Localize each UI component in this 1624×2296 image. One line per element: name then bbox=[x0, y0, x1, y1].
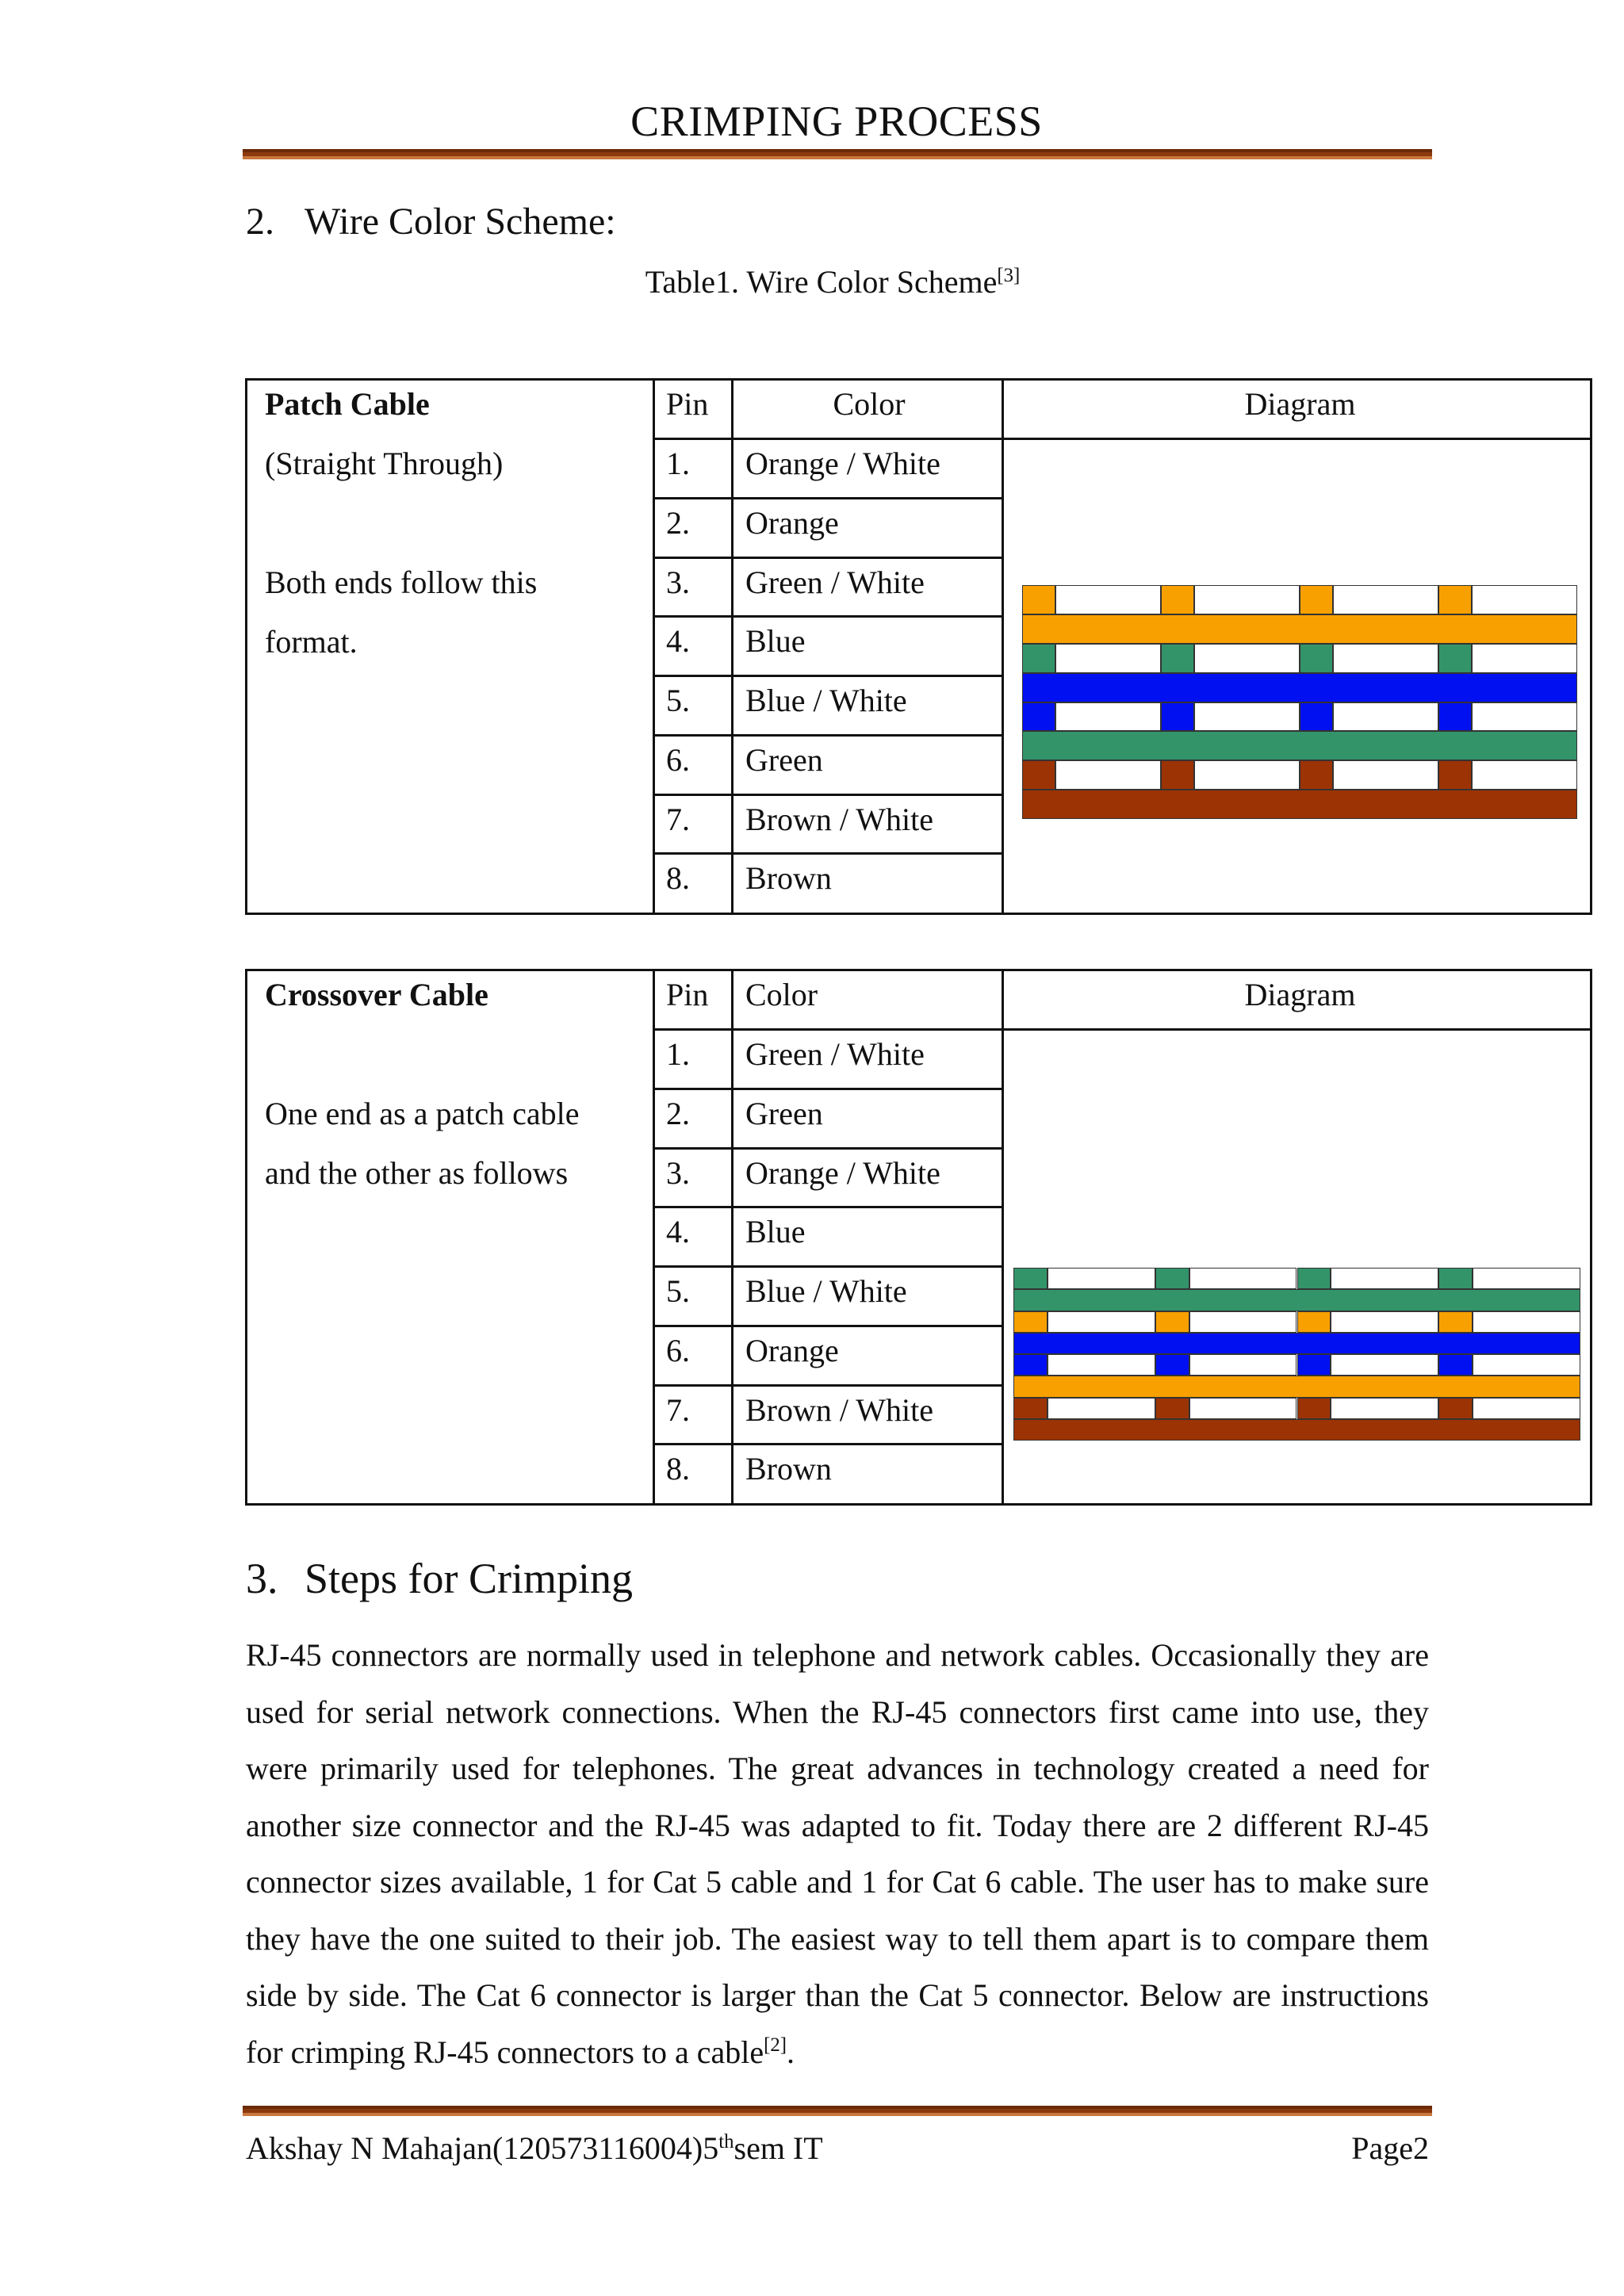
wire-solid bbox=[1013, 1333, 1580, 1354]
pin-cell: 4. bbox=[666, 1214, 690, 1249]
table-divider bbox=[731, 381, 733, 913]
color-cell: Brown bbox=[745, 860, 832, 896]
wire-color-segment bbox=[1300, 585, 1333, 614]
wire-color-segment bbox=[1300, 644, 1333, 673]
color-cell: Green bbox=[745, 1096, 823, 1131]
footer-author bbox=[246, 2130, 823, 2167]
table-divider bbox=[1002, 971, 1004, 1503]
section-3-title: Steps for Crimping bbox=[304, 1555, 633, 1602]
wire-color-segment bbox=[1297, 1268, 1331, 1289]
table-divider bbox=[653, 497, 1004, 499]
wire-white-segment bbox=[1048, 1268, 1155, 1289]
patch-cable-title: Patch Cable bbox=[265, 386, 430, 422]
footer-rule bbox=[243, 2106, 1432, 2116]
page-number: Page2 bbox=[1351, 2130, 1429, 2166]
paragraph-ref: [2] bbox=[764, 2034, 787, 2057]
pin-cell: 6. bbox=[666, 742, 690, 778]
wire-color-segment bbox=[1438, 1268, 1473, 1289]
wire-solid bbox=[1022, 673, 1577, 702]
table-divider bbox=[653, 1088, 1004, 1090]
wire-color-segment bbox=[1438, 585, 1472, 614]
table-divider bbox=[653, 1147, 1004, 1150]
wire-solid bbox=[1013, 1289, 1580, 1311]
wire-color-segment bbox=[1438, 644, 1472, 673]
crossover-wiring-diagram bbox=[1013, 1268, 1580, 1441]
wire-color-segment bbox=[1022, 760, 1055, 790]
wire-white-segment bbox=[1473, 1311, 1580, 1333]
pin-cell: 7. bbox=[666, 802, 690, 837]
wire-white-segment bbox=[1333, 702, 1438, 732]
patch-cable-table bbox=[245, 378, 1592, 915]
crossover-cable-title: Crossover Cable bbox=[265, 977, 488, 1012]
table-divider bbox=[653, 1325, 1004, 1327]
wire-white-segment bbox=[1194, 760, 1300, 790]
paragraph-end: . bbox=[787, 2034, 795, 2070]
diagram-header: Diagram bbox=[1244, 977, 1356, 1012]
wire-white-segment bbox=[1055, 702, 1161, 732]
wire-color-segment bbox=[1300, 702, 1333, 732]
wire-white-segment bbox=[1472, 585, 1577, 614]
table-divider bbox=[653, 734, 1004, 737]
color-cell: Blue bbox=[745, 623, 806, 659]
wire-white-segment bbox=[1473, 1398, 1580, 1419]
pin-cell: 6. bbox=[666, 1333, 690, 1368]
wire-white-segment bbox=[1048, 1398, 1155, 1419]
pin-header: Pin bbox=[666, 386, 709, 422]
pin-cell: 3. bbox=[666, 1155, 690, 1191]
table-divider bbox=[653, 1384, 1004, 1387]
wire-white-segment bbox=[1055, 760, 1161, 790]
wire-white-segment bbox=[1189, 1354, 1297, 1376]
color-cell: Orange / White bbox=[745, 1155, 940, 1191]
wire-white-segment bbox=[1048, 1354, 1155, 1376]
wire-color-segment bbox=[1013, 1354, 1048, 1376]
wire-color-segment bbox=[1438, 760, 1472, 790]
patch-cable-note: Both ends follow this bbox=[265, 564, 538, 600]
table-divider bbox=[653, 1443, 1004, 1445]
color-cell: Green / White bbox=[745, 1036, 925, 1072]
wire-color-segment bbox=[1438, 1354, 1473, 1376]
wire-color-segment bbox=[1022, 585, 1055, 614]
section-2-number: 2. bbox=[246, 201, 274, 243]
pin-cell: 5. bbox=[666, 1273, 690, 1309]
color-cell: Orange bbox=[745, 1333, 839, 1368]
color-cell: Brown / White bbox=[745, 802, 934, 837]
wire-white-segment bbox=[1189, 1398, 1297, 1419]
wire-solid bbox=[1013, 1419, 1580, 1441]
wire-white-segment bbox=[1194, 644, 1300, 673]
color-header: Color bbox=[833, 386, 906, 422]
pin-cell: 4. bbox=[666, 623, 690, 659]
color-cell: Brown bbox=[745, 1451, 832, 1487]
pin-cell: 2. bbox=[666, 505, 690, 541]
pin-cell: 1. bbox=[666, 1036, 690, 1072]
wire-color-segment bbox=[1297, 1398, 1331, 1419]
wire-white-segment bbox=[1473, 1354, 1580, 1376]
color-cell: Blue bbox=[745, 1214, 806, 1249]
table-divider bbox=[653, 615, 1004, 618]
wire-color-segment bbox=[1022, 702, 1055, 732]
table-divider bbox=[653, 852, 1004, 855]
wire-color-segment bbox=[1155, 1268, 1189, 1289]
wire-white-segment bbox=[1333, 760, 1438, 790]
section-3-number: 3. bbox=[246, 1555, 278, 1602]
header-rule bbox=[243, 149, 1432, 159]
wire-solid bbox=[1013, 1376, 1580, 1397]
wire-white-segment bbox=[1194, 702, 1300, 732]
wire-color-segment bbox=[1438, 1311, 1473, 1333]
wire-color-segment bbox=[1155, 1354, 1189, 1376]
table-divider bbox=[653, 1265, 1004, 1268]
table-divider bbox=[731, 971, 733, 1503]
pin-cell: 7. bbox=[666, 1392, 690, 1428]
section-3-heading bbox=[246, 1554, 633, 1603]
wire-color-segment bbox=[1161, 644, 1194, 673]
crossover-cable-note: and the other as follows bbox=[265, 1155, 569, 1191]
wire-color-segment bbox=[1013, 1311, 1048, 1333]
footer-author-text: Akshay N Mahajan(120573116004)5 bbox=[246, 2130, 719, 2166]
crossover-cable-note: One end as a patch cable bbox=[265, 1096, 580, 1131]
wire-color-segment bbox=[1013, 1268, 1048, 1289]
wire-white-segment bbox=[1472, 702, 1577, 732]
footer-sup: th bbox=[718, 2130, 734, 2152]
table-divider bbox=[653, 438, 1590, 440]
wire-solid bbox=[1022, 614, 1577, 644]
wire-color-segment bbox=[1161, 760, 1194, 790]
wire-color-segment bbox=[1438, 702, 1472, 732]
paragraph-text: RJ-45 connectors are normally used in telephone and network cables. Occasionally they are used for serial network connections. When the RJ-45 connectors first came into use, they were primarily used for telephones. The great advances in technology created a need for another size connector and the RJ-45 was adapted to fit. Today there are 2 different RJ-45 connector sizes available, 1 for Cat 5 cable and 1 for Cat 6 cable. The user has to make sure they have the one suited to their job. The easiest way to tell them apart is to compare them side by side. The Cat 6 connector is larger than the Cat 5 connector. Below are instructions for crimping RJ-45 connectors to a cable bbox=[246, 1637, 1429, 2070]
patch-wiring-diagram bbox=[1022, 585, 1577, 819]
pin-cell: 2. bbox=[666, 1096, 690, 1131]
pin-cell: 8. bbox=[666, 860, 690, 896]
wire-color-segment bbox=[1161, 702, 1194, 732]
pin-cell: 3. bbox=[666, 564, 690, 600]
wire-white-segment bbox=[1333, 644, 1438, 673]
color-cell: Blue / White bbox=[745, 1273, 907, 1309]
section-2-heading bbox=[246, 200, 616, 243]
wire-color-segment bbox=[1013, 1398, 1048, 1419]
wire-color-segment bbox=[1022, 644, 1055, 673]
section-2-title: Wire Color Scheme: bbox=[304, 201, 616, 243]
table-divider bbox=[653, 675, 1004, 677]
page-title: CRIMPING PROCESS bbox=[630, 98, 1043, 145]
footer-course: sem IT bbox=[733, 2130, 823, 2166]
wire-white-segment bbox=[1048, 1311, 1155, 1333]
color-cell: Brown / White bbox=[745, 1392, 934, 1428]
table-divider bbox=[653, 794, 1004, 796]
wire-white-segment bbox=[1055, 644, 1161, 673]
caption-text: Table1. Wire Color Scheme bbox=[645, 264, 998, 300]
pin-header: Pin bbox=[666, 977, 709, 1012]
wire-white-segment bbox=[1194, 585, 1300, 614]
color-cell: Orange / White bbox=[745, 446, 940, 481]
table-divider bbox=[653, 971, 655, 1503]
wire-white-segment bbox=[1331, 1268, 1438, 1289]
patch-cable-note: format. bbox=[265, 624, 358, 660]
pin-cell: 1. bbox=[666, 446, 690, 481]
wire-color-segment bbox=[1300, 760, 1333, 790]
diagram-header: Diagram bbox=[1244, 386, 1356, 422]
color-cell: Orange bbox=[745, 505, 839, 541]
color-cell: Blue / White bbox=[745, 683, 907, 718]
wire-white-segment bbox=[1472, 760, 1577, 790]
wire-white-segment bbox=[1331, 1398, 1438, 1419]
wire-white-segment bbox=[1333, 585, 1438, 614]
wire-color-segment bbox=[1161, 585, 1194, 614]
wire-white-segment bbox=[1189, 1268, 1297, 1289]
table-divider bbox=[653, 1206, 1004, 1208]
wire-white-segment bbox=[1189, 1311, 1297, 1333]
crossover-cable-table bbox=[245, 969, 1592, 1506]
color-cell: Green / White bbox=[745, 564, 925, 600]
table-divider bbox=[1002, 381, 1004, 913]
table-divider bbox=[653, 557, 1004, 559]
wire-white-segment bbox=[1331, 1311, 1438, 1333]
wire-white-segment bbox=[1055, 585, 1161, 614]
wire-white-segment bbox=[1472, 644, 1577, 673]
patch-cable-subtitle: (Straight Through) bbox=[265, 446, 504, 481]
table-caption bbox=[0, 263, 1624, 300]
wire-white-segment bbox=[1473, 1268, 1580, 1289]
table-divider bbox=[653, 381, 655, 913]
color-cell: Green bbox=[745, 742, 823, 778]
wire-color-segment bbox=[1438, 1398, 1473, 1419]
wire-color-segment bbox=[1297, 1311, 1331, 1333]
wire-white-segment bbox=[1331, 1354, 1438, 1376]
wire-solid bbox=[1022, 790, 1577, 819]
wire-solid bbox=[1022, 731, 1577, 760]
wire-color-segment bbox=[1155, 1311, 1189, 1333]
pin-cell: 5. bbox=[666, 683, 690, 718]
wire-color-segment bbox=[1297, 1354, 1331, 1376]
table-divider bbox=[653, 1028, 1590, 1031]
crimping-paragraph bbox=[246, 1627, 1429, 2080]
pin-cell: 8. bbox=[666, 1451, 690, 1487]
wire-color-segment bbox=[1155, 1398, 1189, 1419]
caption-ref: [3] bbox=[997, 264, 1021, 286]
color-header: Color bbox=[745, 977, 818, 1012]
